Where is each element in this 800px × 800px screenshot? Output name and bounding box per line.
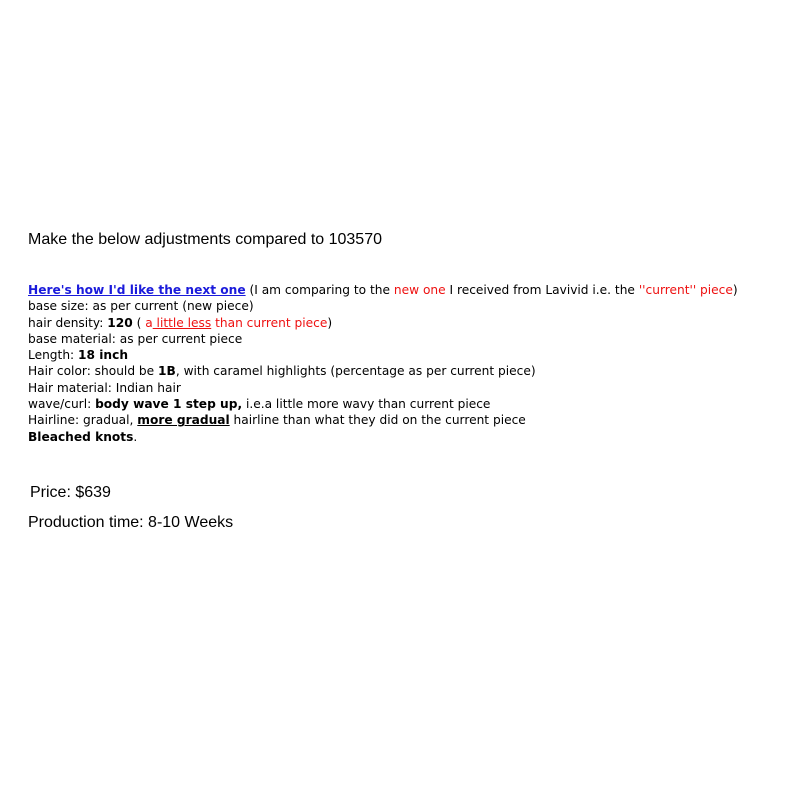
base-size-line: base size: as per current (new piece) <box>28 299 254 314</box>
hair-density-value: 120 <box>107 315 133 330</box>
hair-color-label: Hair color: should be <box>28 364 159 379</box>
length-label: Length: <box>28 348 79 363</box>
current-piece-text: ''current'' piece <box>638 283 733 297</box>
price-text: Price: $639 <box>30 484 111 501</box>
hair-density-note-underlined: little less <box>152 315 212 330</box>
hair-density-note-end: than current piece <box>211 315 328 330</box>
hair-material-line: Hair material: Indian hair <box>28 380 181 395</box>
knots-value: Bleached knots <box>28 429 134 444</box>
wave-curl-value: body wave 1 step up, <box>95 397 243 412</box>
base-material-line: base material: as per current piece <box>28 331 243 346</box>
intro-text-3: ) <box>732 283 738 297</box>
order-details <box>28 282 800 445</box>
wave-curl-rest: i.e.a little more wavy than current piece <box>242 397 491 412</box>
intro-line <box>28 282 800 298</box>
hairline-rest: hairline than what they did on the current piece <box>229 413 526 428</box>
hair-color-value: 1B <box>158 364 176 379</box>
length-line <box>28 347 800 363</box>
hairline-value: more gradual <box>137 413 230 428</box>
hair-color-line <box>28 363 800 379</box>
production-time-text: Production time: 8-10 Weeks <box>28 514 234 531</box>
intro-text-2: I received from Lavivid i.e. the <box>445 283 639 297</box>
hair-color-rest: , with caramel highlights (percentage as per current piece) <box>175 364 536 379</box>
hairline-label: Hairline: gradual, <box>28 413 138 428</box>
hair-density-open: ( <box>132 315 146 330</box>
hair-density-label: hair density: <box>28 315 108 330</box>
hair-density-close: ) <box>327 315 333 330</box>
hair-density-line <box>28 315 800 331</box>
wave-curl-line <box>28 396 800 412</box>
hair-density-note-a: a <box>145 315 153 330</box>
next-one-link[interactable]: Here's how I'd like the next one <box>28 283 246 297</box>
knots-end: . <box>133 429 138 444</box>
knots-line <box>28 429 800 445</box>
wave-curl-label: wave/curl: <box>28 397 96 412</box>
hairline-line <box>28 412 800 428</box>
length-value: 18 inch <box>78 348 128 363</box>
intro-text-1: (I am comparing to the <box>245 283 394 297</box>
adjustments-heading: Make the below adjustments compared to 103570 <box>28 231 382 248</box>
new-one-text: new one <box>393 283 446 297</box>
